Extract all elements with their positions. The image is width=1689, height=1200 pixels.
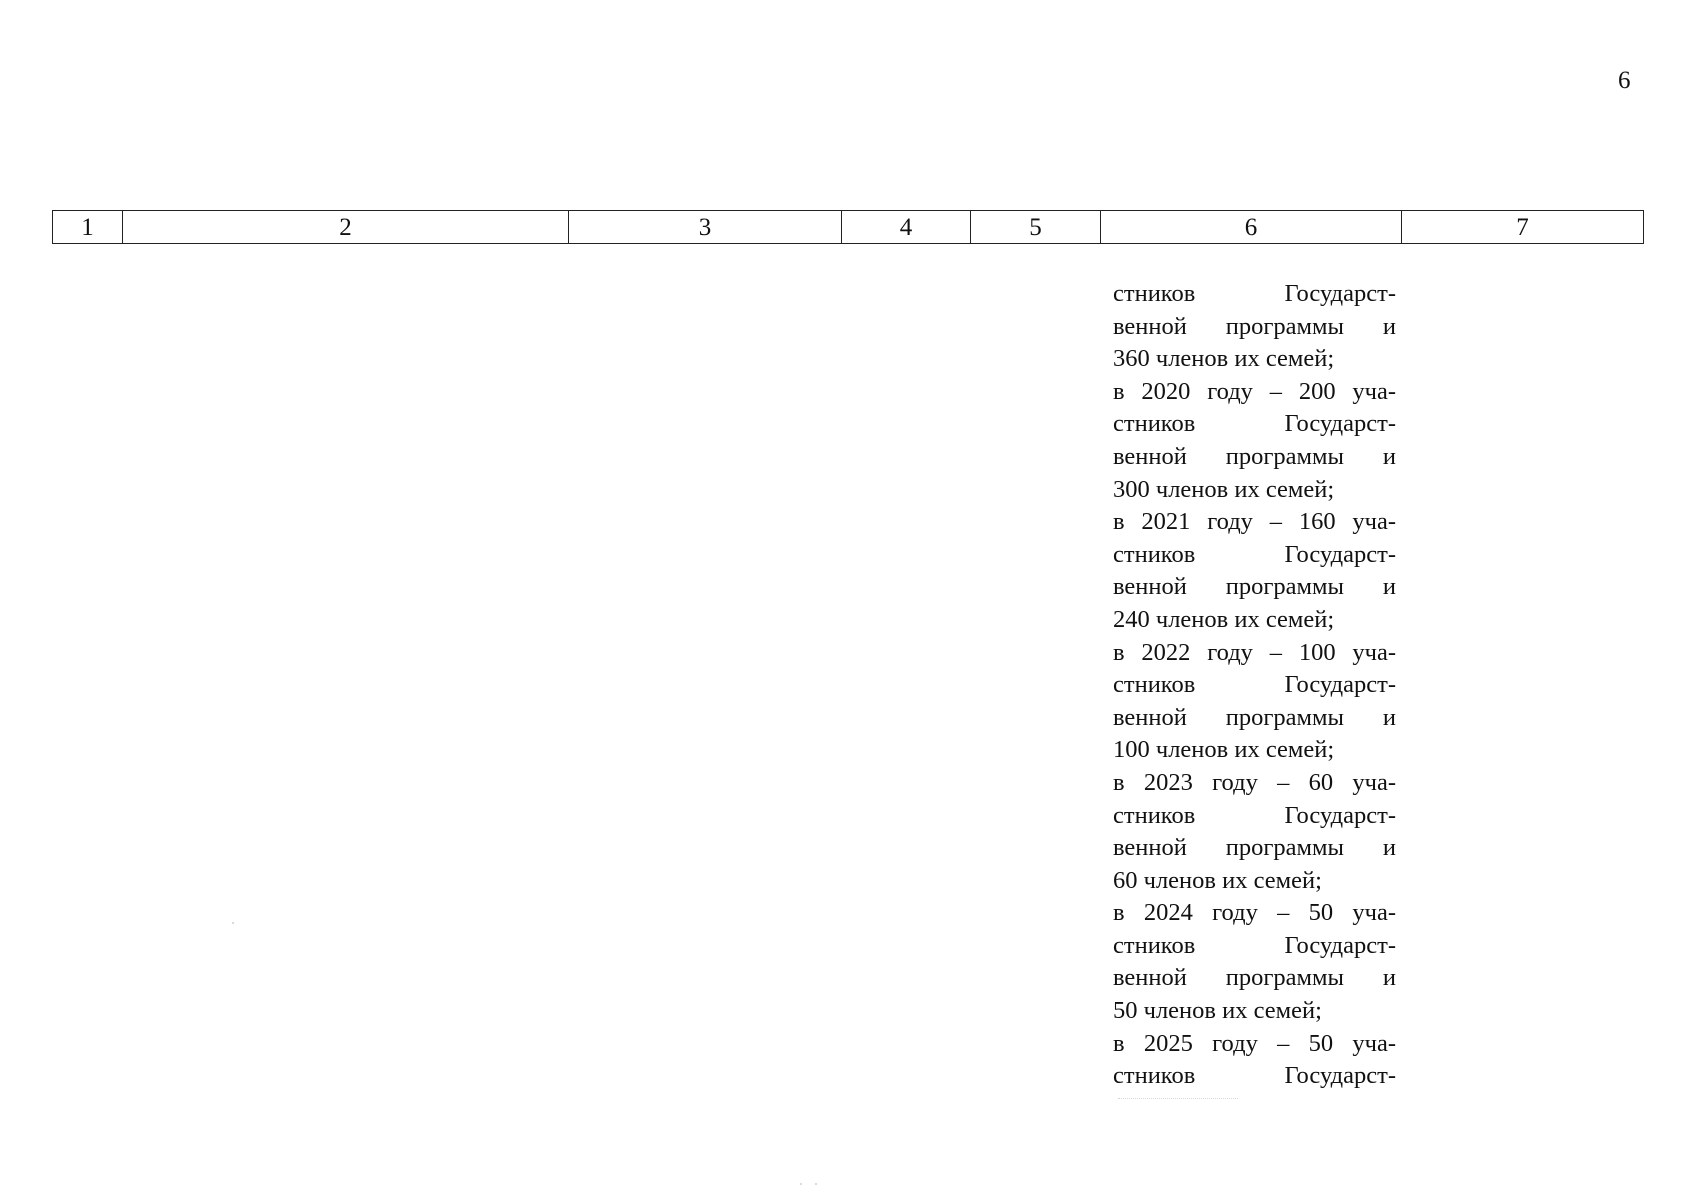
header-col-2: 2: [123, 211, 569, 244]
column-6-line: венной программы и: [1113, 442, 1396, 470]
page-number: 6: [1618, 67, 1631, 94]
header-col-7: 7: [1402, 211, 1644, 244]
header-col-4: 4: [842, 211, 971, 244]
column-6-line: в 2024 году – 50 уча-: [1113, 899, 1396, 927]
column-6-line: в 2020 году – 200 уча-: [1113, 377, 1396, 405]
column-6-line: в 2025 году – 50 уча-: [1113, 1029, 1396, 1057]
scan-artifact: [232, 922, 234, 924]
column-6-line: в 2023 году – 60 уча-: [1113, 768, 1396, 796]
column-6-cell-text: [1113, 278, 1396, 1093]
column-6-line: в 2021 году – 160 уча-: [1113, 508, 1396, 536]
column-6-line: стников Государст-: [1113, 801, 1396, 829]
column-6-line: стников Государст-: [1113, 540, 1396, 568]
column-6-line: в 2022 году – 100 уча-: [1113, 638, 1396, 666]
column-6-line: 300 членов их семей;: [1113, 475, 1335, 503]
column-6-line: 240 членов их семей;: [1113, 605, 1335, 633]
scan-artifact: [1118, 1098, 1238, 1109]
column-6-line: венной программы и: [1113, 312, 1396, 340]
column-6-line: 100 членов их семей;: [1113, 736, 1335, 764]
header-col-3: 3: [569, 211, 842, 244]
column-6-line: 360 членов их семей;: [1113, 345, 1335, 373]
scan-artifact: [800, 1183, 802, 1185]
header-col-5: 5: [971, 211, 1101, 244]
column-6-line: стников Государст-: [1113, 410, 1396, 438]
header-row: [53, 211, 1644, 244]
column-6-line: стников Государст-: [1113, 1062, 1396, 1090]
column-6-line: стников Государст-: [1113, 280, 1396, 307]
column-6-line: венной программы и: [1113, 964, 1396, 992]
header-col-1: 1: [53, 211, 123, 244]
header-col-6: 6: [1101, 211, 1402, 244]
column-6-line: стников Государст-: [1113, 671, 1396, 699]
column-6-line: венной программы и: [1113, 703, 1396, 731]
scan-artifact: [815, 1183, 817, 1185]
column-number-header: [52, 210, 1644, 244]
column-6-line: стников Государст-: [1113, 931, 1396, 959]
column-6-line: 60 членов их семей;: [1113, 866, 1322, 894]
column-6-line: венной программы и: [1113, 573, 1396, 601]
column-6-line: 50 членов их семей;: [1113, 997, 1322, 1025]
column-6-line: венной программы и: [1113, 834, 1396, 862]
